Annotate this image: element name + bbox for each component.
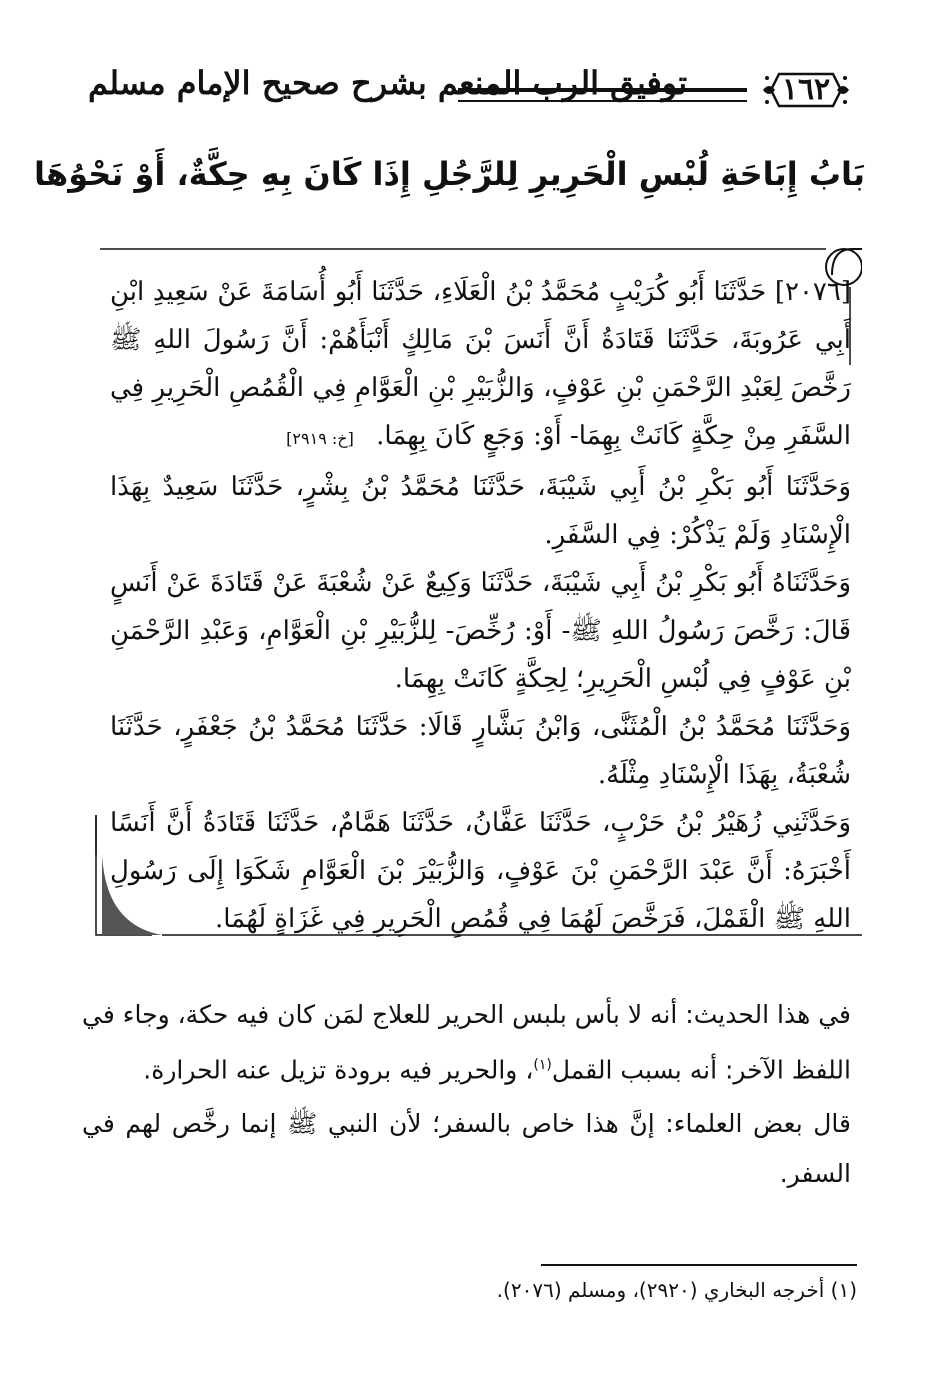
commentary-paragraph — [82, 990, 851, 1095]
footnote: (١) أخرجه البخاري (٢٩٢٠)، ومسلم (٢٠٧٦). — [496, 1278, 857, 1302]
page-number-ornament — [761, 68, 851, 112]
book-title: توفيق الرب المنعم بشرح صحيح الإمام مسلم — [88, 64, 688, 102]
cross-reference: [خ: ٢٩١٩] — [286, 429, 354, 448]
hadith-text — [110, 268, 851, 943]
hadith-paragraph: وَحَدَّثَنَاهُ أَبُو بَكْرِ بْنُ أَبِي شَيْبَةَ، حَدَّثَنَا وَكِيعٌ عَنْ شُعْبَةَ عَنْ قَتَادَةَ عَنْ أَنَسٍ قَالَ: رَخَّصَ رَسُولُ اللهِ ﷺ- أَوْ: رُخِّصَ- لِلزُّبَيْرِ بْنِ الْعَوَّامِ، وَعَبْدِ الرَّحْمَنِ بْنِ عَوْفٍ فِي لُبْسِ الْحَرِيرِ؛ لِحِكَّةٍ كَانَتْ بِهِمَا. — [110, 568, 851, 694]
hadith-paragraph — [110, 268, 851, 463]
footnote-divider — [541, 1264, 857, 1266]
hadith-paragraph: وَحَدَّثَنِي زُهَيْرُ بْنُ حَرْبٍ، حَدَّثَنَا عَفَّانُ، حَدَّثَنَا هَمَّامٌ، حَدَّثَنَا قَتَادَةُ أَنَّ أَنَسًا أَخْبَرَهُ: أَنَّ عَبْدَ الرَّحْمَنِ بْنَ عَوْفٍ، وَالزُّبَيْرَ بْنَ الْعَوَّامِ شَكَوَا إِلَى رَسُولِ اللهِ ﷺ الْقَمْلَ، فَرَخَّصَ لَهُمَا فِي قُمُصِ الْحَرِيرِ فِي غَزَاةٍ لَهُمَا. — [110, 808, 851, 934]
commentary-text: ، والحرير فيه برودة تزيل عنه الحرارة. — [143, 1055, 534, 1085]
hadith-paragraph: وَحَدَّثَنَا أَبُو بَكْرِ بْنُ أَبِي شَيْبَةَ، حَدَّثَنَا مُحَمَّدُ بْنُ بِشْرٍ، حَدَّثَنَا سَعِيدٌ بِهَذَا الْإِسْنَادِ وَلَمْ يَذْكُرْ: فِي السَّفَرِ. — [110, 472, 851, 550]
commentary — [82, 990, 851, 1203]
commentary-paragraph: قال بعض العلماء: إنَّ هذا خاص بالسفر؛ لأن النبي ﷺ إنما رخَّص لهم في السفر. — [82, 1109, 851, 1189]
header-rule — [458, 88, 747, 102]
page-header — [78, 58, 865, 128]
hadith-main-text: [٢٠٧٦] حَدَّثَنَا أَبُو كُرَيْبٍ مُحَمَّدُ بْنُ الْعَلَاءِ، حَدَّثَنَا أَبُو أُسَامَةَ عَنْ سَعِيدِ ابْنِ أَبِي عَرُوبَةَ، حَدَّثَنَا قَتَادَةُ أَنَّ أَنَسَ بْنَ مَالِكٍ أَنْبَأَهُمْ: أَنَّ رَسُولَ اللهِ ﷺ رَخَّصَ لِعَبْدِ الرَّحْمَنِ بْنِ عَوْفٍ، وَالزُّبَيْرِ بْنِ الْعَوَّامِ فِي الْقُمُصِ الْحَرِيرِ فِي السَّفَرِ مِنْ حِكَّةٍ كَانَتْ بِهِمَا- أَوْ: وَجَعٍ كَانَ بِهِمَا. — [110, 277, 851, 451]
chapter-heading: بَابُ إِبَاحَةِ لُبْسِ الْحَرِيرِ لِلرَّجُلِ إِذَا كَانَ بِهِ حِكَّةٌ، أَوْ نَحْوُهَا — [33, 155, 865, 193]
hadith-paragraph: وَحَدَّثَنَا مُحَمَّدُ بْنُ الْمُثَنَّى، وَابْنُ بَشَّارٍ قَالَا: حَدَّثَنَا مُحَمَّدُ بْنُ جَعْفَرٍ، حَدَّثَنَا شُعْبَةُ، بِهَذَا الْإِسْنَادِ مِثْلَهُ. — [110, 712, 851, 790]
commentary-text: في هذا الحديث: أنه لا بأس بلبس الحرير للعلاج لمَن كان فيه حكة، وجاء في اللفظ الآخر: أنه بسبب القمل — [82, 1000, 851, 1085]
page-number: ١٦٢ — [781, 72, 831, 107]
footnote-marker[interactable]: (١) — [533, 1057, 552, 1073]
